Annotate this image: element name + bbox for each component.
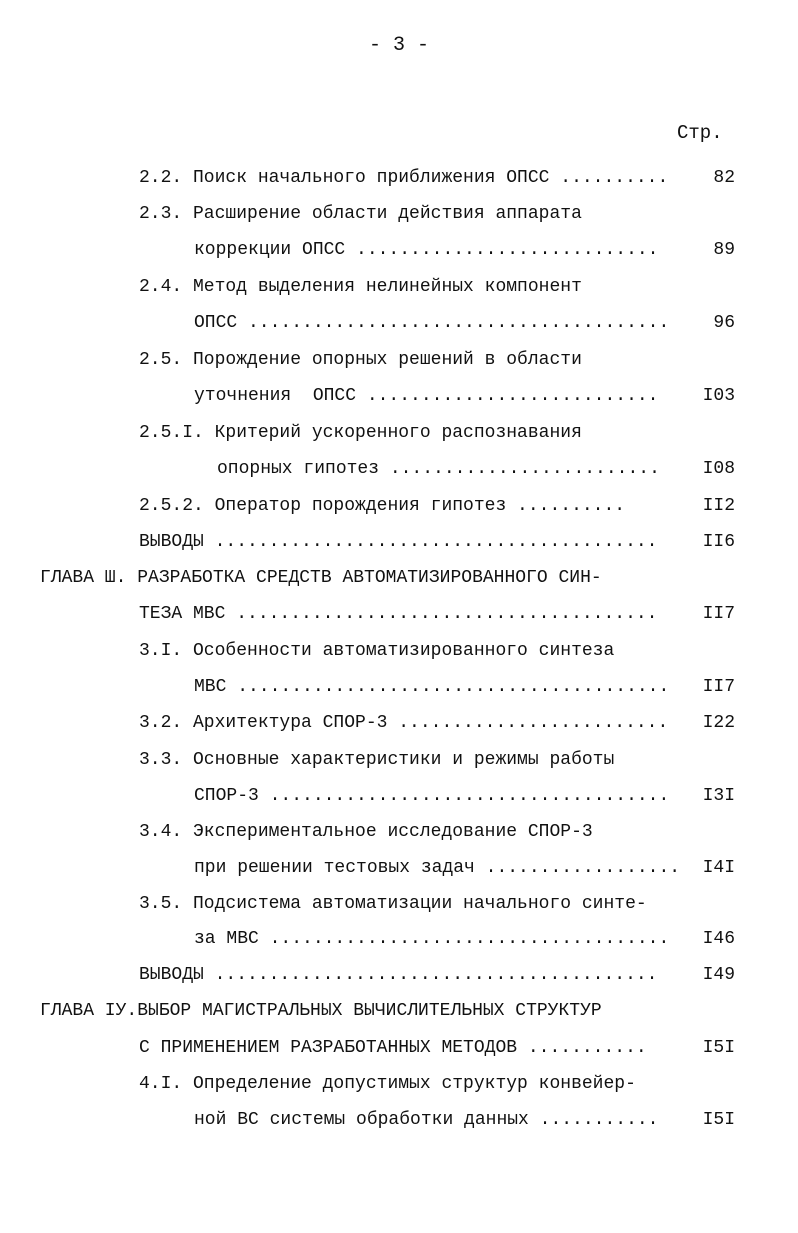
toc-entry-page: I4I <box>702 858 735 878</box>
toc-entry-page: I5I <box>702 1110 735 1130</box>
toc-entry-text: 2.5.I. Критерий ускоренного распознавания <box>139 423 582 443</box>
toc-entry-text: 4.I. Определение допустимых структур конвейер- <box>139 1074 636 1094</box>
toc-line <box>0 677 798 705</box>
toc-entry-text: ТЕЗА МВС ....................................... <box>139 604 658 624</box>
toc-entry-text: ной ВС системы обработки данных ........... <box>194 1110 659 1130</box>
toc-line <box>0 858 798 886</box>
toc-entry-text: 3.I. Особенности автоматизированного синтеза <box>139 641 615 661</box>
toc-entry-text: 2.3. Расширение области действия аппарата <box>139 204 582 224</box>
toc-line <box>0 240 798 268</box>
toc-entry-text: 3.3. Основные характеристики и режимы работы <box>139 750 615 770</box>
toc-entry-page: II2 <box>702 496 735 516</box>
toc-line <box>0 496 798 524</box>
toc-entry-text: С ПРИМЕНЕНИЕМ РАЗРАБОТАННЫХ МЕТОДОВ ........... <box>139 1038 647 1058</box>
toc-entry-page: II7 <box>702 677 735 697</box>
page-column-label: Стр. <box>677 122 723 144</box>
toc-line <box>0 313 798 341</box>
toc-line <box>0 1038 798 1066</box>
toc-entry-text: ВЫВОДЫ ......................................... <box>139 965 658 985</box>
toc-line <box>0 1001 798 1029</box>
toc-entry-page: I22 <box>702 713 735 733</box>
toc-entry-text: ГЛАВА Ш. РАЗРАБОТКА СРЕДСТВ АВТОМАТИЗИРОВАННОГО СИН- <box>40 568 602 588</box>
toc-line <box>0 1074 798 1102</box>
toc-line <box>0 204 798 232</box>
page-number: - 3 - <box>368 34 429 57</box>
toc-entry-text: 3.2. Архитектура СПОР-3 ......................... <box>139 713 669 733</box>
toc-line <box>0 568 798 596</box>
toc-line <box>0 965 798 993</box>
toc-entry-text: ВЫВОДЫ ......................................... <box>139 532 658 552</box>
toc-entry-page: I46 <box>702 929 735 949</box>
toc-entry-text: опорных гипотез ......................... <box>217 459 660 479</box>
toc-entry-page: 96 <box>713 313 735 333</box>
toc-entry-text: 2.5.2. Оператор порождения гипотез .......... <box>139 496 626 516</box>
toc-line <box>0 929 798 957</box>
toc-line <box>0 423 798 451</box>
toc-line <box>0 750 798 778</box>
toc-line <box>0 386 798 414</box>
toc-entry-page: I3I <box>702 786 735 806</box>
toc-entry-text: за МВС ..................................... <box>194 929 670 949</box>
toc-line <box>0 641 798 669</box>
toc-line <box>0 1110 798 1138</box>
toc-line <box>0 822 798 850</box>
toc-line <box>0 786 798 814</box>
toc-entry-text: 3.5. Подсистема автоматизации начального синте- <box>139 894 647 914</box>
toc-entry-text: МВС ........................................ <box>194 677 670 697</box>
toc-line <box>0 713 798 741</box>
toc-entry-page: I08 <box>702 459 735 479</box>
toc-entry-page: 89 <box>713 240 735 260</box>
toc-entry-page: I49 <box>702 965 735 985</box>
toc-entry-text: 2.4. Метод выделения нелинейных компонент <box>139 277 582 297</box>
toc-entry-text: ОПСС ....................................... <box>194 313 670 333</box>
toc-line <box>0 168 798 196</box>
toc-line <box>0 532 798 560</box>
toc-line <box>0 277 798 305</box>
toc-entry-page: II6 <box>702 532 735 552</box>
toc-entry-text: ГЛАВА IУ.ВЫБОР МАГИСТРАЛЬНЫХ ВЫЧИСЛИТЕЛЬНЫХ СТРУКТУР <box>40 1001 602 1021</box>
toc-line <box>0 459 798 487</box>
toc-entry-text: при решении тестовых задач .................. <box>194 858 681 878</box>
toc-entry-text: 2.2. Поиск начального приближения ОПСС .......... <box>139 168 669 188</box>
toc-entry-page: 82 <box>713 168 735 188</box>
toc-entry-text: 3.4. Экспериментальное исследование СПОР-3 <box>139 822 593 842</box>
toc-entry-text: 2.5. Порождение опорных решений в области <box>139 350 582 370</box>
toc-entry-text: СПОР-3 ..................................... <box>194 786 670 806</box>
toc-line <box>0 350 798 378</box>
toc-entry-text: уточнения ОПСС ........................... <box>194 386 659 406</box>
toc-entry-page: II7 <box>702 604 735 624</box>
toc-line <box>0 894 798 922</box>
toc-line <box>0 604 798 632</box>
toc-entry-text: коррекции ОПСС ............................ <box>194 240 659 260</box>
toc-entry-page: I5I <box>702 1038 735 1058</box>
toc-entry-page: I03 <box>702 386 735 406</box>
